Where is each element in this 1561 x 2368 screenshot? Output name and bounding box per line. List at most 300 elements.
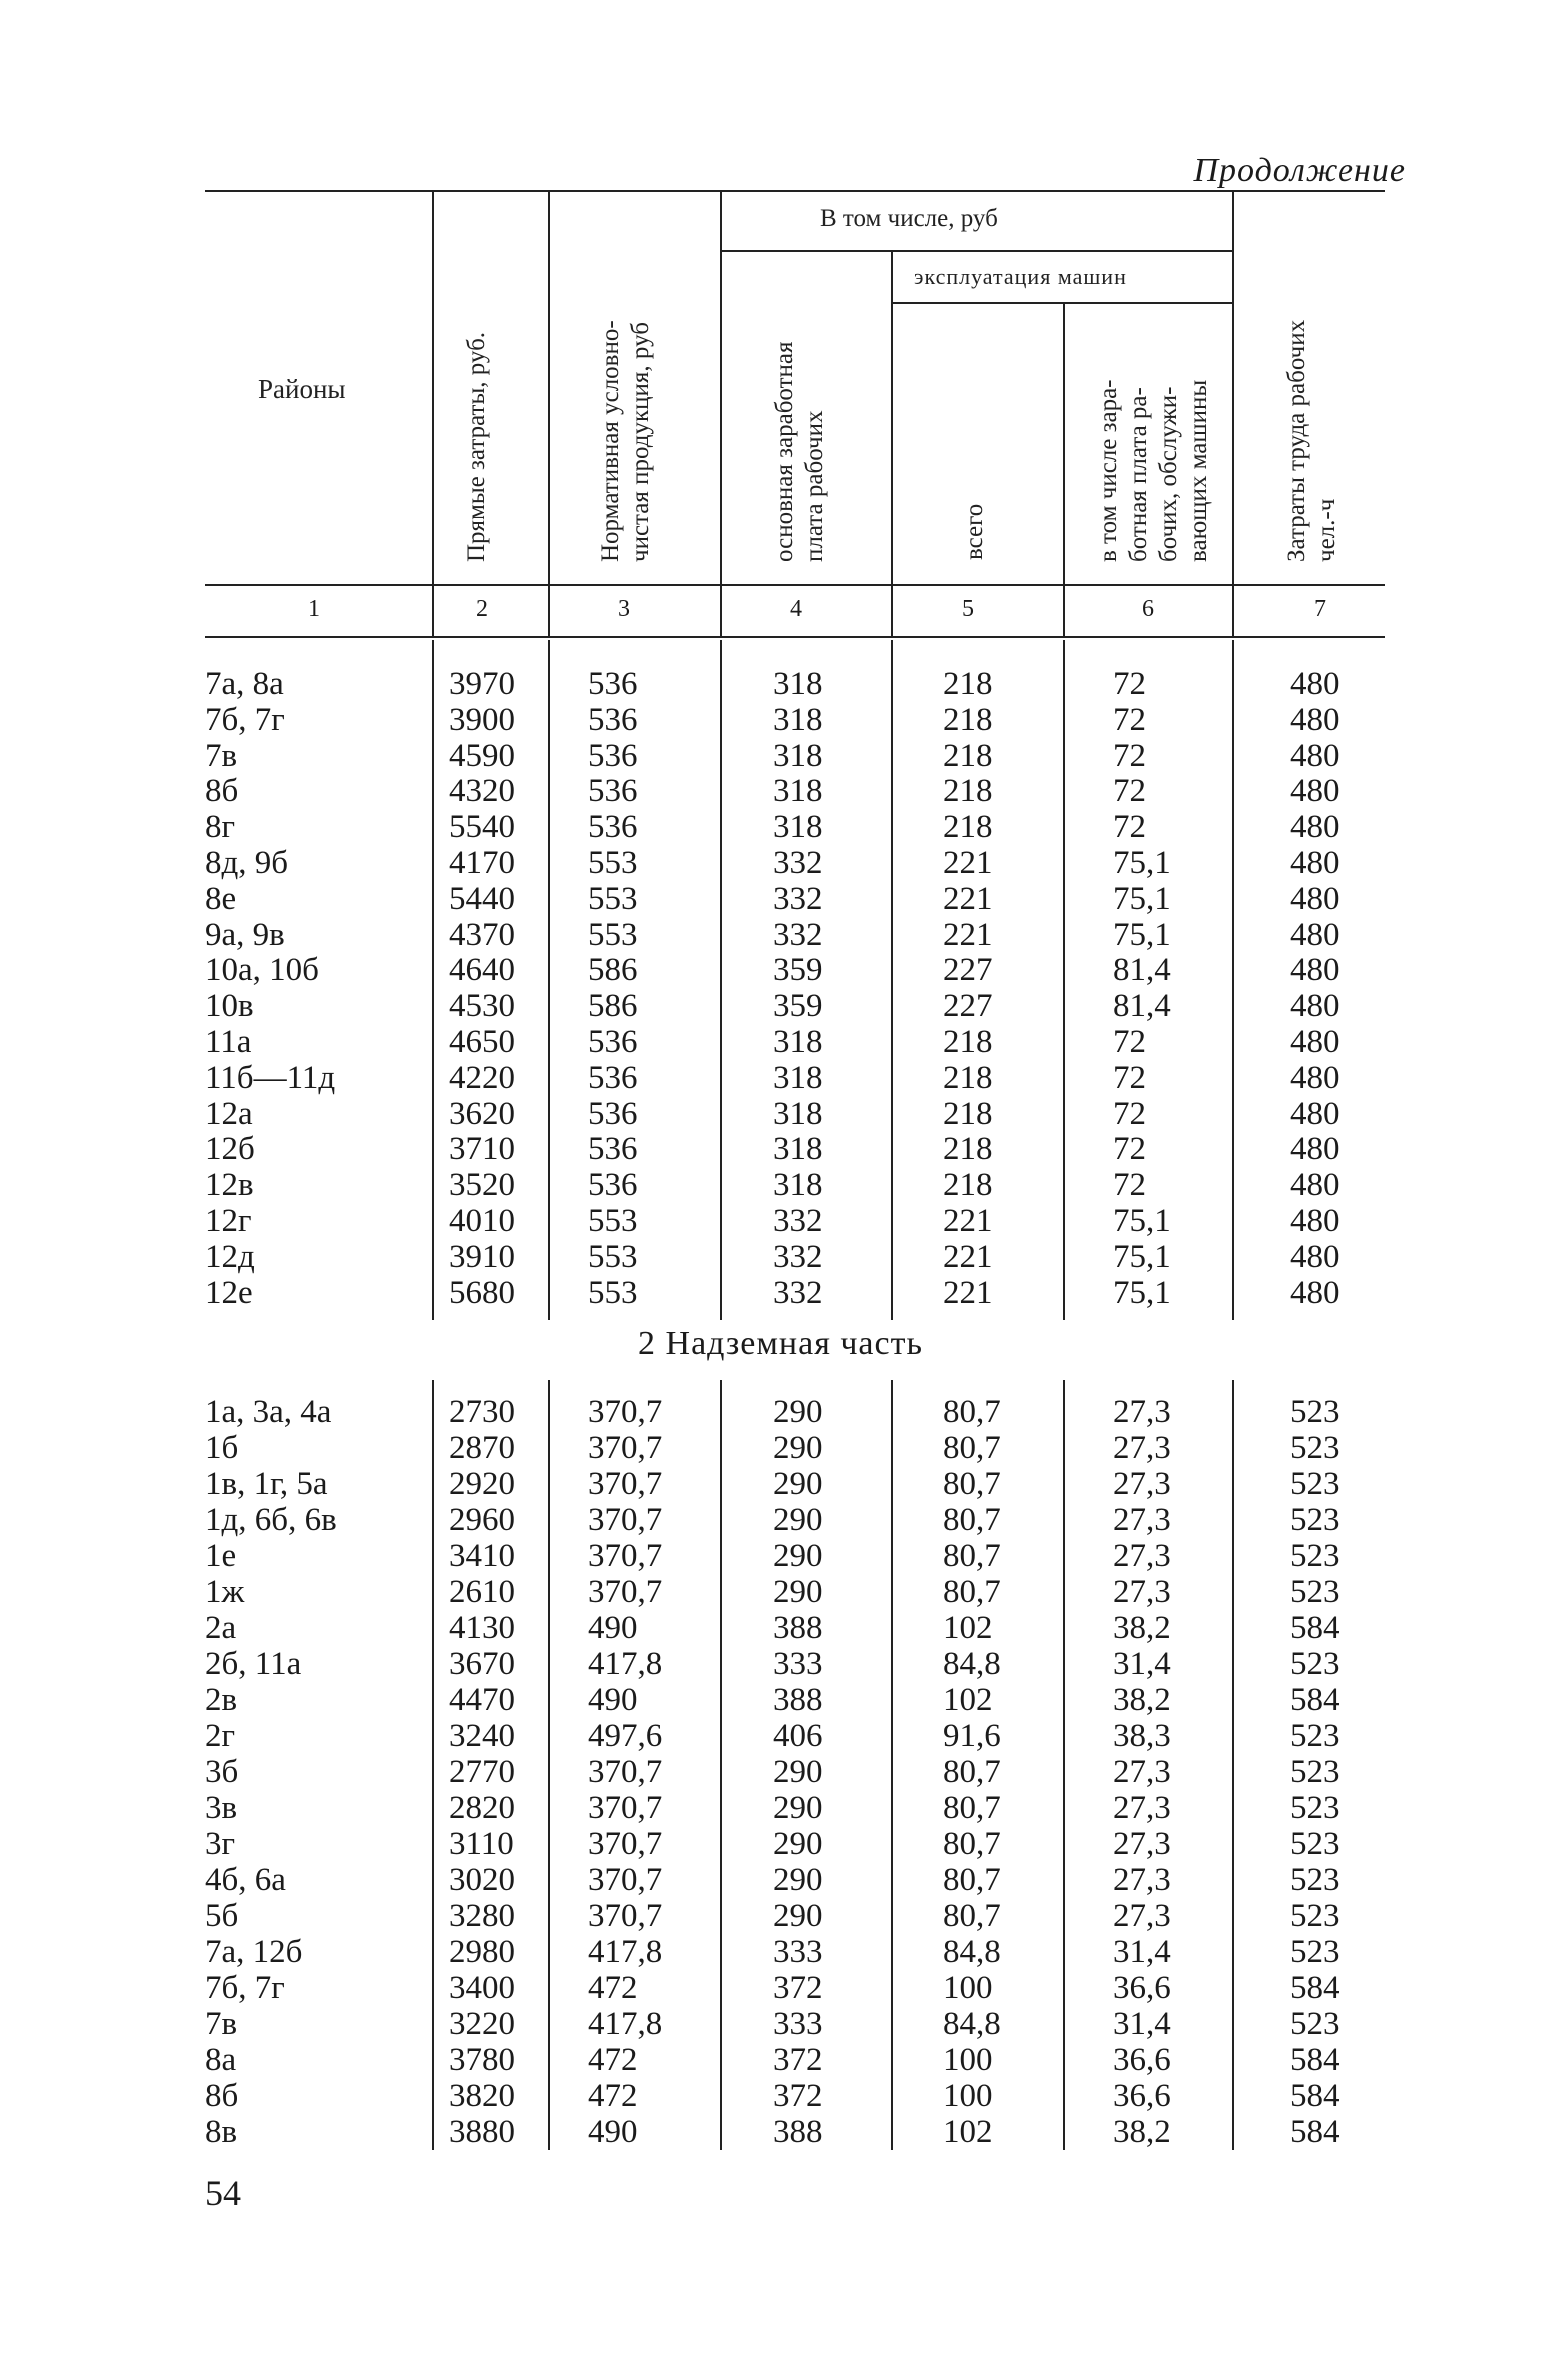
value-cell: 100 bbox=[943, 2078, 993, 2114]
value-cell: 3710 bbox=[449, 1131, 515, 1168]
value-cell: 84,8 bbox=[943, 1646, 1001, 1682]
table-row bbox=[0, 1394, 1561, 1430]
value-cell: 80,7 bbox=[943, 1466, 1001, 1502]
header-normative-product: Нормативная условно- чистая продукция, руб bbox=[597, 320, 654, 562]
value-cell: 553 bbox=[588, 1274, 638, 1311]
value-cell: 75,1 bbox=[1113, 1238, 1171, 1275]
value-cell: 523 bbox=[1290, 1898, 1340, 1934]
value-cell: 218 bbox=[943, 773, 993, 810]
value-cell: 523 bbox=[1290, 1538, 1340, 1574]
value-cell: 480 bbox=[1290, 1167, 1340, 1204]
value-cell: 3820 bbox=[449, 2078, 515, 2114]
district-cell: 10а, 10б bbox=[205, 952, 319, 989]
value-cell: 80,7 bbox=[943, 1862, 1001, 1898]
value-cell: 417,8 bbox=[588, 1646, 663, 1682]
table-row bbox=[0, 1682, 1561, 1718]
table-row bbox=[0, 1239, 1561, 1275]
value-cell: 38,2 bbox=[1113, 1610, 1171, 1646]
value-cell: 221 bbox=[943, 1238, 993, 1275]
value-cell: 4650 bbox=[449, 1024, 515, 1060]
value-cell: 27,3 bbox=[1113, 1430, 1171, 1466]
district-cell: 3в bbox=[205, 1790, 238, 1826]
value-cell: 406 bbox=[773, 1718, 823, 1754]
table-row bbox=[0, 1275, 1561, 1311]
value-cell: 218 bbox=[943, 1024, 993, 1060]
value-cell: 333 bbox=[773, 2006, 823, 2042]
value-cell: 100 bbox=[943, 1970, 993, 2006]
value-cell: 536 bbox=[588, 737, 638, 774]
value-cell: 75,1 bbox=[1113, 916, 1171, 953]
value-cell: 2730 bbox=[449, 1394, 515, 1430]
table-row bbox=[0, 1430, 1561, 1466]
column-number: 5 bbox=[962, 596, 974, 622]
numbers-bottom-rule bbox=[205, 636, 1385, 638]
value-cell: 221 bbox=[943, 880, 993, 917]
value-cell: 523 bbox=[1290, 1646, 1340, 1682]
table-row bbox=[0, 2042, 1561, 2078]
value-cell: 31,4 bbox=[1113, 1934, 1171, 1970]
value-cell: 4370 bbox=[449, 916, 515, 953]
value-cell: 4470 bbox=[449, 1682, 515, 1718]
value-cell: 372 bbox=[773, 2078, 823, 2114]
value-cell: 318 bbox=[773, 1131, 823, 1168]
value-cell: 80,7 bbox=[943, 1538, 1001, 1574]
value-cell: 318 bbox=[773, 737, 823, 774]
value-cell: 359 bbox=[773, 952, 823, 989]
value-cell: 480 bbox=[1290, 809, 1340, 846]
table-row bbox=[0, 2114, 1561, 2150]
district-cell: 12а bbox=[205, 1095, 253, 1132]
value-cell: 480 bbox=[1290, 1059, 1340, 1096]
value-cell: 523 bbox=[1290, 1862, 1340, 1898]
value-cell: 480 bbox=[1290, 845, 1340, 881]
district-cell: 5б bbox=[205, 1898, 239, 1934]
column-number: 2 bbox=[476, 596, 488, 622]
value-cell: 290 bbox=[773, 1862, 823, 1898]
district-cell: 3г bbox=[205, 1826, 236, 1862]
value-cell: 480 bbox=[1290, 1095, 1340, 1132]
table-row bbox=[0, 1024, 1561, 1060]
value-cell: 290 bbox=[773, 1466, 823, 1502]
value-cell: 80,7 bbox=[943, 1430, 1001, 1466]
value-cell: 72 bbox=[1113, 737, 1146, 774]
table-row bbox=[0, 1466, 1561, 1502]
value-cell: 221 bbox=[943, 916, 993, 953]
value-cell: 290 bbox=[773, 1502, 823, 1538]
value-cell: 370,7 bbox=[588, 1898, 663, 1934]
district-cell: 7в bbox=[205, 737, 238, 774]
table-row bbox=[0, 738, 1561, 774]
value-cell: 2960 bbox=[449, 1502, 515, 1538]
value-cell: 36,6 bbox=[1113, 2078, 1171, 2114]
value-cell: 72 bbox=[1113, 1167, 1146, 1204]
value-cell: 80,7 bbox=[943, 1826, 1001, 1862]
value-cell: 318 bbox=[773, 1059, 823, 1096]
value-cell: 72 bbox=[1113, 1095, 1146, 1132]
value-cell: 38,2 bbox=[1113, 1682, 1171, 1718]
table-row bbox=[0, 1754, 1561, 1790]
district-cell: 8в bbox=[205, 2114, 238, 2150]
value-cell: 218 bbox=[943, 737, 993, 774]
value-cell: 523 bbox=[1290, 1502, 1340, 1538]
value-cell: 4170 bbox=[449, 845, 515, 881]
value-cell: 536 bbox=[588, 773, 638, 810]
district-cell: 7б, 7г bbox=[205, 1970, 285, 2006]
value-cell: 5680 bbox=[449, 1274, 515, 1311]
value-cell: 553 bbox=[588, 1203, 638, 1239]
value-cell: 332 bbox=[773, 880, 823, 917]
table-row bbox=[0, 1646, 1561, 1682]
value-cell: 370,7 bbox=[588, 1862, 663, 1898]
value-cell: 3900 bbox=[449, 701, 515, 738]
header-divider bbox=[720, 190, 722, 636]
value-cell: 4640 bbox=[449, 952, 515, 989]
value-cell: 2770 bbox=[449, 1754, 515, 1790]
value-cell: 5440 bbox=[449, 880, 515, 917]
value-cell: 333 bbox=[773, 1934, 823, 1970]
value-cell: 80,7 bbox=[943, 1574, 1001, 1610]
value-cell: 72 bbox=[1113, 809, 1146, 846]
value-cell: 523 bbox=[1290, 1934, 1340, 1970]
table-row bbox=[0, 845, 1561, 881]
value-cell: 218 bbox=[943, 666, 993, 702]
value-cell: 4530 bbox=[449, 988, 515, 1025]
value-cell: 290 bbox=[773, 1790, 823, 1826]
district-cell: 8г bbox=[205, 809, 236, 846]
value-cell: 584 bbox=[1290, 2078, 1340, 2114]
value-cell: 75,1 bbox=[1113, 1203, 1171, 1239]
value-cell: 27,3 bbox=[1113, 1466, 1171, 1502]
value-cell: 72 bbox=[1113, 1131, 1146, 1168]
value-cell: 318 bbox=[773, 809, 823, 846]
value-cell: 290 bbox=[773, 1538, 823, 1574]
value-cell: 536 bbox=[588, 1059, 638, 1096]
value-cell: 4220 bbox=[449, 1059, 515, 1096]
district-cell: 8а bbox=[205, 2042, 237, 2078]
header-divider bbox=[1232, 190, 1234, 636]
table-row bbox=[0, 702, 1561, 738]
district-cell: 8б bbox=[205, 2078, 239, 2114]
table-row bbox=[0, 881, 1561, 917]
value-cell: 370,7 bbox=[588, 1574, 663, 1610]
value-cell: 218 bbox=[943, 1059, 993, 1096]
value-cell: 318 bbox=[773, 773, 823, 810]
value-cell: 38,2 bbox=[1113, 2114, 1171, 2150]
table-row bbox=[0, 666, 1561, 702]
value-cell: 370,7 bbox=[588, 1754, 663, 1790]
value-cell: 584 bbox=[1290, 2042, 1340, 2078]
value-cell: 75,1 bbox=[1113, 1274, 1171, 1311]
value-cell: 586 bbox=[588, 952, 638, 989]
district-cell: 1е bbox=[205, 1538, 237, 1574]
value-cell: 2610 bbox=[449, 1574, 515, 1610]
district-cell: 1в, 1г, 5а bbox=[205, 1466, 328, 1502]
value-cell: 536 bbox=[588, 1095, 638, 1132]
header-top-rule bbox=[205, 190, 1385, 192]
value-cell: 290 bbox=[773, 1430, 823, 1466]
value-cell: 480 bbox=[1290, 880, 1340, 917]
value-cell: 370,7 bbox=[588, 1790, 663, 1826]
table-row bbox=[0, 952, 1561, 988]
column-number: 3 bbox=[618, 596, 630, 622]
value-cell: 4130 bbox=[449, 1610, 515, 1646]
value-cell: 290 bbox=[773, 1898, 823, 1934]
value-cell: 27,3 bbox=[1113, 1898, 1171, 1934]
value-cell: 388 bbox=[773, 2114, 823, 2150]
district-cell: 7а, 12б bbox=[205, 1934, 303, 1970]
value-cell: 80,7 bbox=[943, 1502, 1001, 1538]
value-cell: 3240 bbox=[449, 1718, 515, 1754]
value-cell: 536 bbox=[588, 701, 638, 738]
value-cell: 221 bbox=[943, 1274, 993, 1311]
value-cell: 318 bbox=[773, 1167, 823, 1204]
value-cell: 290 bbox=[773, 1574, 823, 1610]
value-cell: 536 bbox=[588, 809, 638, 846]
value-cell: 388 bbox=[773, 1682, 823, 1718]
header-divider bbox=[891, 250, 893, 636]
district-cell: 3б bbox=[205, 1754, 239, 1790]
value-cell: 370,7 bbox=[588, 1826, 663, 1862]
value-cell: 480 bbox=[1290, 666, 1340, 702]
value-cell: 81,4 bbox=[1113, 952, 1171, 989]
header-machine-operation: эксплуатация машин bbox=[914, 264, 1127, 289]
value-cell: 31,4 bbox=[1113, 1646, 1171, 1682]
value-cell: 480 bbox=[1290, 701, 1340, 738]
value-cell: 27,3 bbox=[1113, 1574, 1171, 1610]
header-divider bbox=[548, 190, 550, 636]
value-cell: 2980 bbox=[449, 1934, 515, 1970]
value-cell: 480 bbox=[1290, 988, 1340, 1025]
group-rule bbox=[722, 250, 1232, 252]
table-row bbox=[0, 1060, 1561, 1096]
continuation-label: Продолжение bbox=[1193, 152, 1406, 189]
value-cell: 3970 bbox=[449, 666, 515, 702]
district-cell: 11б—11д bbox=[205, 1059, 336, 1096]
table-row bbox=[0, 1203, 1561, 1239]
column-number: 4 bbox=[790, 596, 802, 622]
value-cell: 332 bbox=[773, 1203, 823, 1239]
value-cell: 318 bbox=[773, 1024, 823, 1060]
value-cell: 523 bbox=[1290, 1466, 1340, 1502]
district-cell: 2в bbox=[205, 1682, 238, 1718]
column-number: 1 bbox=[308, 596, 320, 622]
value-cell: 5540 bbox=[449, 809, 515, 846]
district-cell: 8д, 9б bbox=[205, 845, 289, 881]
value-cell: 218 bbox=[943, 701, 993, 738]
header-basic-wage: основная заработная плата рабочих bbox=[771, 341, 828, 562]
value-cell: 72 bbox=[1113, 701, 1146, 738]
value-cell: 72 bbox=[1113, 666, 1146, 702]
value-cell: 586 bbox=[588, 988, 638, 1025]
value-cell: 27,3 bbox=[1113, 1790, 1171, 1826]
value-cell: 3410 bbox=[449, 1538, 515, 1574]
value-cell: 370,7 bbox=[588, 1394, 663, 1430]
value-cell: 480 bbox=[1290, 773, 1340, 810]
value-cell: 584 bbox=[1290, 1970, 1340, 2006]
value-cell: 31,4 bbox=[1113, 2006, 1171, 2042]
value-cell: 36,6 bbox=[1113, 2042, 1171, 2078]
value-cell: 27,3 bbox=[1113, 1538, 1171, 1574]
value-cell: 3620 bbox=[449, 1095, 515, 1132]
district-cell: 4б, 6а bbox=[205, 1862, 286, 1898]
value-cell: 480 bbox=[1290, 1131, 1340, 1168]
value-cell: 523 bbox=[1290, 1394, 1340, 1430]
value-cell: 2920 bbox=[449, 1466, 515, 1502]
column-number: 6 bbox=[1142, 596, 1154, 622]
value-cell: 102 bbox=[943, 1682, 993, 1718]
district-cell: 2г bbox=[205, 1718, 236, 1754]
value-cell: 80,7 bbox=[943, 1754, 1001, 1790]
value-cell: 370,7 bbox=[588, 1430, 663, 1466]
district-cell: 8е bbox=[205, 880, 237, 917]
value-cell: 332 bbox=[773, 1238, 823, 1275]
value-cell: 27,3 bbox=[1113, 1826, 1171, 1862]
value-cell: 553 bbox=[588, 845, 638, 881]
value-cell: 359 bbox=[773, 988, 823, 1025]
value-cell: 3910 bbox=[449, 1238, 515, 1275]
table-row bbox=[0, 773, 1561, 809]
header-divider bbox=[432, 190, 434, 636]
value-cell: 3280 bbox=[449, 1898, 515, 1934]
value-cell: 72 bbox=[1113, 1024, 1146, 1060]
table-row bbox=[0, 2006, 1561, 2042]
value-cell: 72 bbox=[1113, 773, 1146, 810]
table-row bbox=[0, 809, 1561, 845]
value-cell: 218 bbox=[943, 1095, 993, 1132]
district-cell: 1б bbox=[205, 1430, 239, 1466]
value-cell: 84,8 bbox=[943, 1934, 1001, 1970]
section-title: 2 Надземная часть bbox=[638, 1325, 923, 1362]
value-cell: 318 bbox=[773, 1095, 823, 1132]
value-cell: 523 bbox=[1290, 1574, 1340, 1610]
value-cell: 38,3 bbox=[1113, 1718, 1171, 1754]
value-cell: 318 bbox=[773, 701, 823, 738]
value-cell: 480 bbox=[1290, 737, 1340, 774]
value-cell: 3220 bbox=[449, 2006, 515, 2042]
value-cell: 2870 bbox=[449, 1430, 515, 1466]
value-cell: 318 bbox=[773, 666, 823, 702]
value-cell: 480 bbox=[1290, 916, 1340, 953]
value-cell: 584 bbox=[1290, 1682, 1340, 1718]
header-machine-total: всего bbox=[961, 503, 988, 560]
value-cell: 218 bbox=[943, 809, 993, 846]
district-cell: 1д, 6б, 6в bbox=[205, 1502, 337, 1538]
district-cell: 12д bbox=[205, 1238, 255, 1275]
value-cell: 27,3 bbox=[1113, 1502, 1171, 1538]
district-cell: 7а, 8а bbox=[205, 666, 284, 702]
value-cell: 75,1 bbox=[1113, 845, 1171, 881]
value-cell: 372 bbox=[773, 2042, 823, 2078]
value-cell: 332 bbox=[773, 845, 823, 881]
value-cell: 72 bbox=[1113, 1059, 1146, 1096]
district-cell: 12б bbox=[205, 1131, 255, 1168]
column-number: 7 bbox=[1314, 596, 1326, 622]
value-cell: 490 bbox=[588, 2114, 638, 2150]
value-cell: 3110 bbox=[449, 1826, 514, 1862]
district-cell: 10в bbox=[205, 988, 254, 1025]
header-direct-costs: Прямые затраты, руб. bbox=[463, 331, 490, 562]
table-row bbox=[0, 1898, 1561, 1934]
value-cell: 370,7 bbox=[588, 1466, 663, 1502]
header-bottom-rule bbox=[205, 584, 1385, 586]
district-cell: 9а, 9в bbox=[205, 916, 285, 953]
value-cell: 4010 bbox=[449, 1203, 515, 1239]
value-cell: 27,3 bbox=[1113, 1394, 1171, 1430]
table-row bbox=[0, 1862, 1561, 1898]
value-cell: 3780 bbox=[449, 2042, 515, 2078]
district-cell: 8б bbox=[205, 773, 239, 810]
district-cell: 12в bbox=[205, 1167, 254, 1204]
value-cell: 100 bbox=[943, 2042, 993, 2078]
district-cell: 12е bbox=[205, 1274, 253, 1311]
table-row bbox=[0, 1934, 1561, 1970]
table-row bbox=[0, 1167, 1561, 1203]
value-cell: 417,8 bbox=[588, 1934, 663, 1970]
value-cell: 472 bbox=[588, 2078, 638, 2114]
table-row bbox=[0, 2078, 1561, 2114]
value-cell: 553 bbox=[588, 916, 638, 953]
value-cell: 3880 bbox=[449, 2114, 515, 2150]
value-cell: 80,7 bbox=[943, 1898, 1001, 1934]
value-cell: 332 bbox=[773, 916, 823, 953]
table-row bbox=[0, 1826, 1561, 1862]
value-cell: 372 bbox=[773, 1970, 823, 2006]
value-cell: 3020 bbox=[449, 1862, 515, 1898]
value-cell: 480 bbox=[1290, 1238, 1340, 1275]
district-cell: 7в bbox=[205, 2006, 238, 2042]
value-cell: 370,7 bbox=[588, 1502, 663, 1538]
district-cell: 11а bbox=[205, 1024, 252, 1060]
value-cell: 536 bbox=[588, 1131, 638, 1168]
value-cell: 4590 bbox=[449, 737, 515, 774]
value-cell: 290 bbox=[773, 1754, 823, 1790]
value-cell: 290 bbox=[773, 1826, 823, 1862]
value-cell: 332 bbox=[773, 1274, 823, 1311]
value-cell: 27,3 bbox=[1113, 1754, 1171, 1790]
value-cell: 81,4 bbox=[1113, 988, 1171, 1025]
value-cell: 553 bbox=[588, 880, 638, 917]
value-cell: 523 bbox=[1290, 1790, 1340, 1826]
value-cell: 553 bbox=[588, 1238, 638, 1275]
table-row bbox=[0, 917, 1561, 953]
value-cell: 523 bbox=[1290, 1826, 1340, 1862]
value-cell: 3670 bbox=[449, 1646, 515, 1682]
value-cell: 218 bbox=[943, 1131, 993, 1168]
table-row bbox=[0, 1574, 1561, 1610]
value-cell: 584 bbox=[1290, 1610, 1340, 1646]
value-cell: 480 bbox=[1290, 1024, 1340, 1060]
header-divider bbox=[1063, 302, 1065, 636]
district-cell: 2а bbox=[205, 1610, 237, 1646]
value-cell: 523 bbox=[1290, 2006, 1340, 2042]
value-cell: 333 bbox=[773, 1646, 823, 1682]
value-cell: 536 bbox=[588, 666, 638, 702]
value-cell: 490 bbox=[588, 1610, 638, 1646]
value-cell: 80,7 bbox=[943, 1790, 1001, 1826]
value-cell: 80,7 bbox=[943, 1394, 1001, 1430]
district-cell: 12г bbox=[205, 1203, 252, 1239]
value-cell: 523 bbox=[1290, 1718, 1340, 1754]
value-cell: 480 bbox=[1290, 952, 1340, 989]
table-row bbox=[0, 1790, 1561, 1826]
value-cell: 36,6 bbox=[1113, 1970, 1171, 2006]
table-row bbox=[0, 1718, 1561, 1754]
value-cell: 523 bbox=[1290, 1754, 1340, 1790]
value-cell: 221 bbox=[943, 1203, 993, 1239]
header-machine-wage: в том числе зара- ботная плата ра- бочих, обслужи- вающих машины bbox=[1095, 379, 1212, 562]
value-cell: 290 bbox=[773, 1394, 823, 1430]
value-cell: 536 bbox=[588, 1024, 638, 1060]
